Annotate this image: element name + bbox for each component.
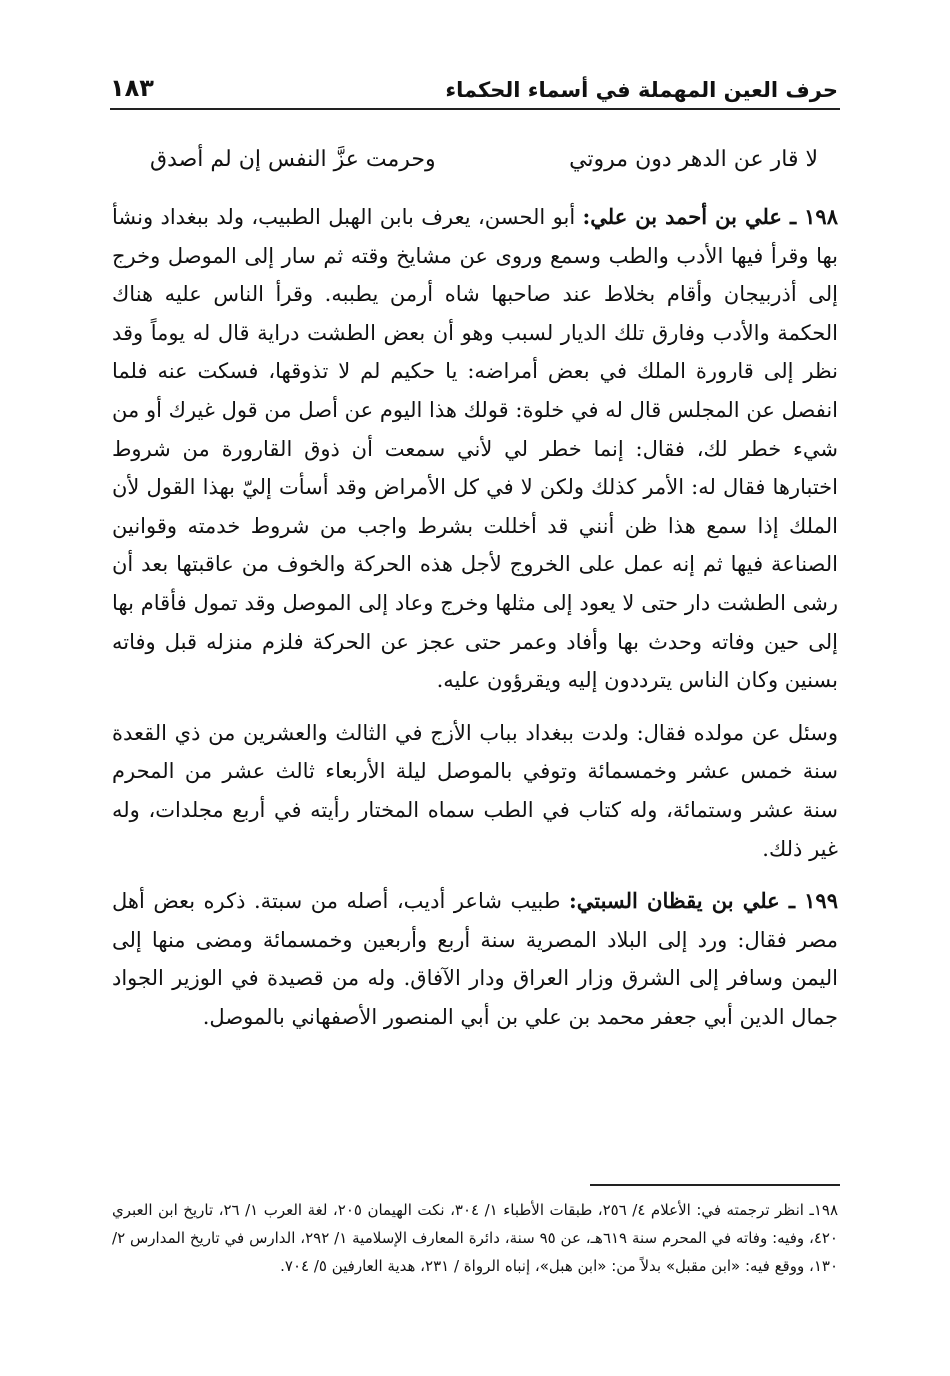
page-header [110,62,838,102]
entry-198-birth-paragraph [112,714,838,868]
entry-198-heading: ١٩٨ ـ علي بن أحمد بن علي: [582,204,838,229]
entry-198-paragraph [112,198,838,700]
verse-second-hemistich: وحرمت عزَّ النفس إن لم أصدق [150,147,436,172]
poem-verse [150,140,818,180]
footnote-divider [590,1184,840,1186]
running-title: حرف العين المهملة في أسماء الحكماء [445,78,838,102]
verse-first-hemistich: لا قار عن الدهر دون مروتي [569,147,818,172]
header-divider [110,108,840,110]
entry-198-birth-text: وسئل عن مولده فقال: ولدت ببغداد بباب الأزج في الثالث والعشرين من ذي القعدة سنة خمس عشر وخمسمائة وتوفي بالموصل ليلة الأربعاء ثالث عشر من المحرم سنة عشر وستمائة، وله كتاب في الطب سماه المختار رأيته في أربع مجلدات، وله غير ذلك. [112,720,838,861]
entry-198-text: أبو الحسن، يعرف بابن الهبل الطبيب، ولد ببغداد ونشأ بها وقرأ فيها الأدب والطب وسمع وروى عن مشايخ وقته ثم سار إلى الموصل وخرج إلى أذربيجان وأقام بخلاط عند صاحبها شاه أرمن يطببه. وقرأ الناس عليه هناك الحكمة والأدب وفارق تلك الديار لسبب وهو أن بعض الطشت دراية قال له يوماً وقد نظر إلى قارورة الملك في بعض أمراضه: يا حكيم لم لا تذوقها، فسكت عنه فلما انفصل عن المجلس قال له في خلوة: قولك هذا اليوم عن أصل من قول غيرك أو من شيء خطر لك، فقال: إنما خطر لي لأني سمعت أن ذوق القارورة من شروط اختبارها فقال له: الأمر كذلك ولكن لا في كل الأمراض وقد أسأت إليّ بهذا القول لأن الملك إذا سمع هذا ظن أنني قد أخللت بشرط واجب من شروط خدمته وقوانين الصناعة فيها ثم إنه عمل على الخروج لأجل هذه الحركة والخوف من عاقبتها بعد أن رشى الطشت دار حتى لا يعود إلى مثلها وخرج وعاد إلى الموصل وقد تمول فأقام بها إلى حين وفاته وحدث بها وأفاد وعمر حتى عجز عن الحركة فلزم منزله قبل وفاته بسنين وكان الناس يترددون إليه ويقرؤون عليه. [112,205,838,693]
entry-199-paragraph [112,882,838,1036]
footnote: ١٩٨ـ انظر ترجمته في: الأعلام ٤/ ٢٥٦، طبقات الأطباء ١/ ٣٠٤، نكت الهيمان ٢٠٥، لغة العرب ١/ ٢٦، تاريخ ابن العبري ٤٢٠، وفيه: وفاته في المحرم سنة ٦١٩هـ، عن ٩٥ سنة، دائرة المعارف الإسلامية ١/ ٢٩٢، الدارس في تاريخ المدارس ٢/ ١٣٠، ووقع فيه: «ابن مقبل» بدلاً من: «ابن هبل»، إنباه الرواة / ٢٣١، هدية العارفين ٥/ ٧٠٤. [112,1201,839,1275]
entry-199-text: طبيب شاعر أديب، أصله من سبتة. ذكره بعض أهل مصر فقال: ورد إلى البلاد المصرية سنة أربع وأربعين وخمسمائة ومضى منها إلى اليمن وسافر إلى الشرق وزار العراق ودار الآفاق. وله من قصيدة في الوزير الجواد جمال الدين أبي جعفر محمد بن علي بن أبي المنصور الأصفهاني بالموصل. [112,889,838,1029]
page-number: ١٨٣ [110,74,154,102]
entry-199-heading: ١٩٩ ـ علي بن يقظان السبتي: [569,888,838,914]
main-text [112,198,838,1050]
